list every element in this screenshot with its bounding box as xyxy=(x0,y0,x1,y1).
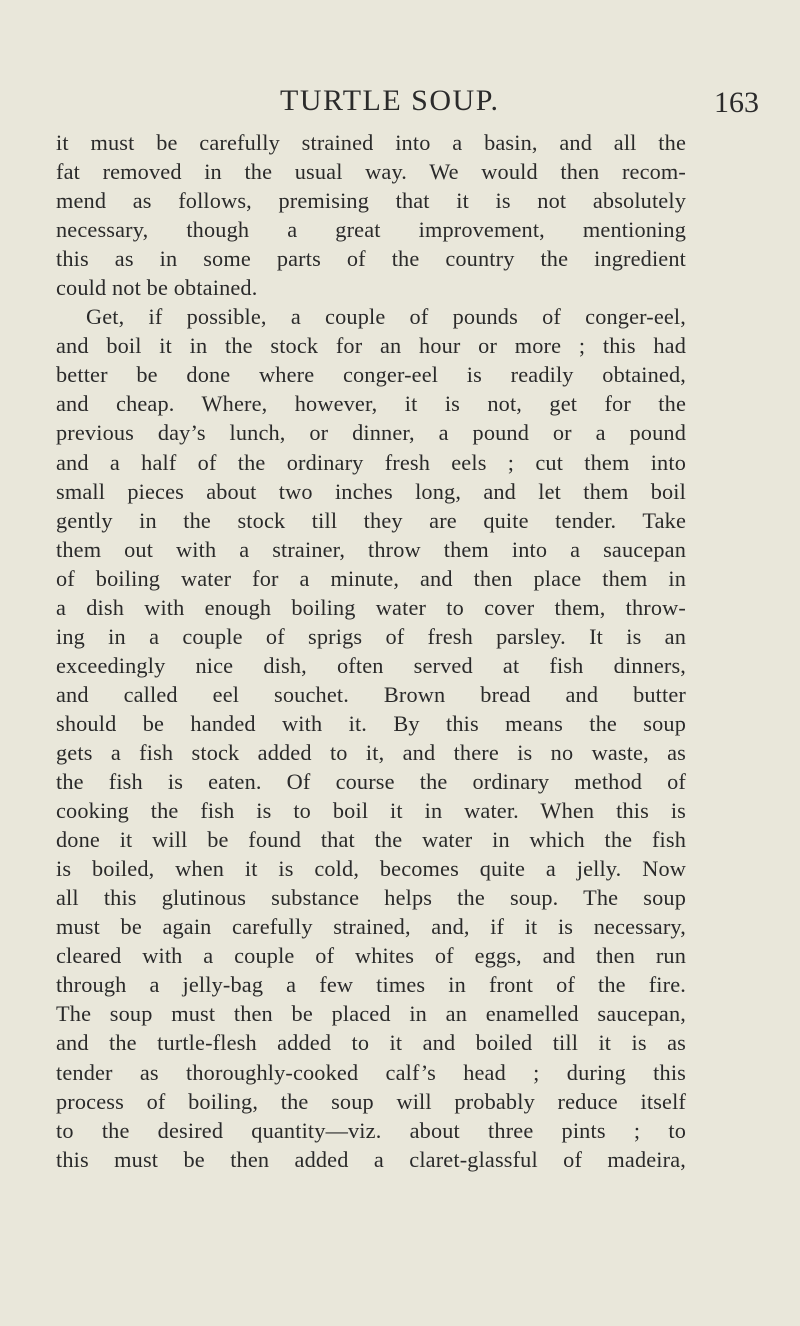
text-line: a dish with enough boiling water to cover them, throw- xyxy=(56,594,686,620)
text-line: must be again carefully strained, and, if it is necessary, xyxy=(56,914,686,940)
text-line: and cheap. Where, however, it is not, get for the xyxy=(56,391,686,417)
text-line: should be handed with it. By this means the soup xyxy=(56,710,686,736)
text-line: and called eel souchet. Brown bread and butter xyxy=(56,681,686,707)
text-line: cooking the fish is to boil it in water. When this is xyxy=(56,798,686,824)
text-line: better be done where conger-eel is readily obtained, xyxy=(56,362,686,388)
page-number: 163 xyxy=(714,86,759,119)
text-line: Get, if possible, a couple of pounds of conger-eel, xyxy=(86,304,686,330)
text-line: The soup must then be placed in an enamelled saucepan, xyxy=(56,1001,686,1027)
text-line: could not be obtained. xyxy=(56,275,258,301)
text-line: ing in a couple of sprigs of fresh parsley. It is an xyxy=(56,623,686,649)
text-line: and boil it in the stock for an hour or more ; this had xyxy=(56,333,686,359)
text-line: this as in some parts of the country the ingredient xyxy=(56,246,686,272)
text-line: them out with a strainer, throw them into a saucepan xyxy=(56,536,686,562)
text-line: gently in the stock till they are quite tender. Take xyxy=(56,507,686,533)
text-line: this must be then added a claret-glassful of madeira, xyxy=(56,1146,686,1172)
text-line: is boiled, when it is cold, becomes quite a jelly. Now xyxy=(56,856,686,882)
body-text xyxy=(56,128,686,1174)
text-line: cleared with a couple of whites of eggs, and then run xyxy=(56,943,686,969)
text-line: tender as thoroughly-cooked calf’s head ; during this xyxy=(56,1059,686,1085)
text-line: it must be carefully strained into a basin, and all the xyxy=(56,130,686,155)
text-line: fat removed in the usual way. We would then recom- xyxy=(56,159,686,185)
text-line: mend as follows, premising that it is not absolutely xyxy=(56,188,686,214)
text-line: all this glutinous substance helps the soup. The soup xyxy=(56,885,686,911)
text-line: and the turtle-flesh added to it and boiled till it is as xyxy=(56,1030,686,1056)
running-head: TURTLE SOUP. xyxy=(280,84,500,117)
text-line: and a half of the ordinary fresh eels ; cut them into xyxy=(56,449,686,475)
text-line: previous day’s lunch, or dinner, a pound or a pound xyxy=(56,420,686,446)
text-line: gets a fish stock added to it, and there is no waste, as xyxy=(56,739,686,765)
text-line: process of boiling, the soup will probably reduce itself xyxy=(56,1088,686,1114)
text-line: to the desired quantity—viz. about three pints ; to xyxy=(56,1117,686,1143)
text-line: necessary, though a great improvement, mentioning xyxy=(56,217,686,243)
text-line: through a jelly-bag a few times in front of the fire. xyxy=(56,972,686,998)
text-line: done it will be found that the water in which the fish xyxy=(56,827,686,853)
text-line: of boiling water for a minute, and then place them in xyxy=(56,565,686,591)
text-line: exceedingly nice dish, often served at fish dinners, xyxy=(56,652,686,678)
text-line: the fish is eaten. Of course the ordinary method of xyxy=(56,769,686,795)
text-line: small pieces about two inches long, and let them boil xyxy=(56,478,686,504)
